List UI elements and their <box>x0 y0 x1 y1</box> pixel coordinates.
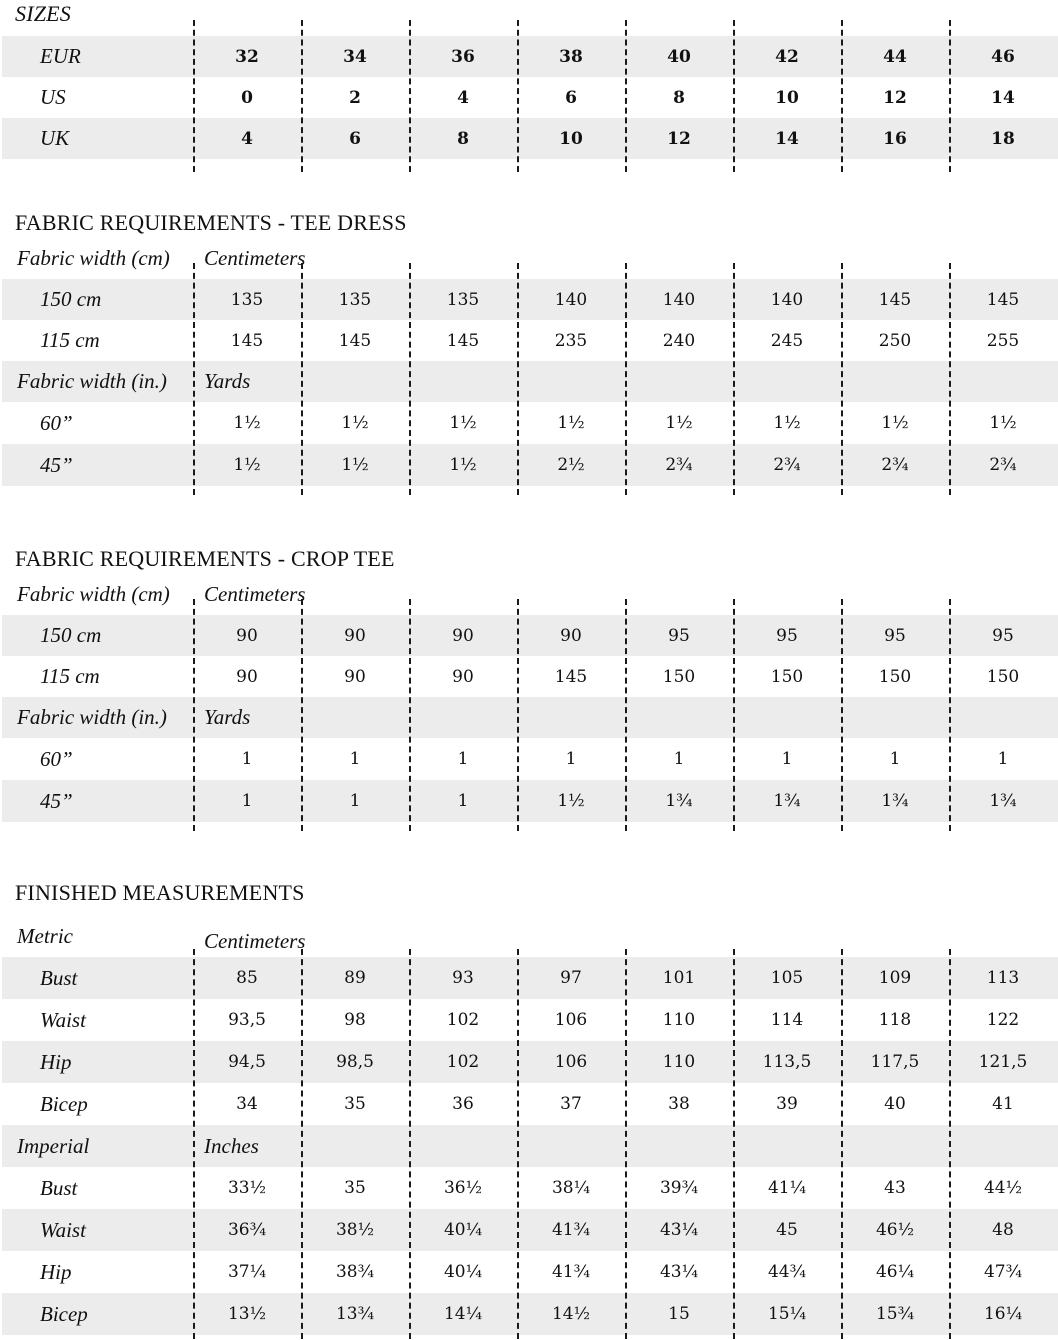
value-cell: 95 <box>776 625 798 646</box>
metric-row <box>0 615 1058 656</box>
value-cell: 41¾ <box>551 1262 591 1282</box>
system-label: Imperial <box>17 1133 90 1158</box>
value-cell: 1½ <box>233 455 261 475</box>
width-label: 150 cm <box>40 287 102 311</box>
value-cell: 1½ <box>449 455 477 475</box>
unit-label: Centimeters <box>204 246 306 270</box>
value-cell: 46½ <box>875 1220 915 1240</box>
value-cell: 1½ <box>233 413 261 433</box>
value-cell: 44½ <box>983 1178 1023 1198</box>
value-cell: 43¼ <box>659 1262 699 1282</box>
value-cell: 1 <box>457 749 469 769</box>
size-row <box>0 118 1058 159</box>
column-divider <box>517 20 519 172</box>
value-cell: 150 <box>662 666 696 687</box>
column-divider <box>949 599 951 831</box>
column-divider <box>949 20 951 172</box>
value-cell: 245 <box>770 330 804 351</box>
value-cell: 95 <box>992 625 1014 646</box>
value-cell: 250 <box>878 330 912 351</box>
value-cell: 93,5 <box>228 1010 266 1030</box>
value-cell: 145 <box>338 330 372 351</box>
value-cell: 43 <box>884 1178 906 1198</box>
value-cell: 95 <box>668 625 690 646</box>
value-cell: 90 <box>344 666 366 687</box>
column-divider <box>409 949 411 1339</box>
value-cell: 118 <box>878 1010 912 1030</box>
value-cell: 97 <box>560 968 582 988</box>
value-cell: 1½ <box>341 413 369 433</box>
value-cell: 36¾ <box>227 1220 267 1240</box>
value-cell: 105 <box>770 968 804 988</box>
column-divider <box>409 599 411 831</box>
measurement-row <box>0 1167 1058 1209</box>
value-cell: 145 <box>878 289 912 310</box>
value-cell: 10 <box>775 87 799 108</box>
measurement-row <box>0 1209 1058 1251</box>
value-cell: 15¼ <box>767 1304 807 1324</box>
value-cell: 85 <box>236 968 258 988</box>
value-cell: 40 <box>884 1094 906 1114</box>
value-cell: 4 <box>241 128 253 149</box>
column-divider <box>625 949 627 1339</box>
value-cell: 1¾ <box>989 791 1017 811</box>
value-cell: 35 <box>344 1094 366 1114</box>
value-cell: 13¾ <box>335 1304 375 1324</box>
value-cell: 98,5 <box>336 1052 374 1072</box>
value-cell: 150 <box>770 666 804 687</box>
column-divider <box>733 20 735 172</box>
unit-label: Centimeters <box>204 928 306 953</box>
value-cell: 114 <box>770 1010 804 1030</box>
value-cell: 48 <box>992 1220 1014 1240</box>
value-cell: 39 <box>776 1094 798 1114</box>
value-cell: 90 <box>560 625 582 646</box>
value-cell: 1½ <box>449 413 477 433</box>
value-cell: 106 <box>554 1010 588 1030</box>
width-label: 60” <box>40 410 73 435</box>
value-cell: 38¼ <box>551 1178 591 1198</box>
value-cell: 44 <box>883 46 907 67</box>
size-row <box>0 36 1058 77</box>
value-cell: 1 <box>565 749 577 769</box>
value-cell: 90 <box>452 625 474 646</box>
measurement-row <box>0 1041 1058 1083</box>
value-cell: 122 <box>986 1010 1020 1030</box>
value-cell: 121,5 <box>978 1052 1028 1072</box>
value-cell: 113 <box>986 968 1020 988</box>
fabric-width-label: Fabric width (in.) <box>17 369 167 393</box>
value-cell: 41¼ <box>767 1178 807 1198</box>
imperial-header-row <box>0 361 1058 402</box>
value-cell: 37 <box>560 1094 582 1114</box>
sizes-heading: SIZES <box>15 1 71 26</box>
imperial-row <box>0 738 1058 780</box>
value-cell: 135 <box>446 289 480 310</box>
value-cell: 90 <box>344 625 366 646</box>
value-cell: 145 <box>986 289 1020 310</box>
value-cell: 40¼ <box>443 1262 483 1282</box>
value-cell: 36½ <box>443 1178 483 1198</box>
value-cell: 18 <box>991 128 1015 149</box>
value-cell: 12 <box>883 87 907 108</box>
value-cell: 36 <box>452 1094 474 1114</box>
value-cell: 8 <box>457 128 469 149</box>
value-cell: 38 <box>668 1094 690 1114</box>
row-shading <box>2 1125 1058 1167</box>
value-cell: 117,5 <box>870 1052 920 1072</box>
unit-label: Centimeters <box>204 582 306 606</box>
metric-header-row <box>0 915 1058 957</box>
column-divider <box>841 949 843 1339</box>
fabric-width-label: Fabric width (cm) <box>17 246 170 270</box>
value-cell: 8 <box>673 87 685 108</box>
value-cell: 1½ <box>557 413 585 433</box>
value-cell: 93 <box>452 968 474 988</box>
value-cell: 33½ <box>227 1178 267 1198</box>
value-cell: 150 <box>986 666 1020 687</box>
value-cell: 34 <box>343 46 367 67</box>
value-cell: 140 <box>770 289 804 310</box>
value-cell: 235 <box>554 330 588 351</box>
width-label: 45” <box>40 788 73 813</box>
measurement-label: Waist <box>40 1007 86 1032</box>
column-divider <box>193 949 195 1339</box>
value-cell: 46¼ <box>875 1262 915 1282</box>
value-cell: 1 <box>349 791 361 811</box>
column-divider <box>733 263 735 495</box>
value-cell: 102 <box>446 1052 480 1072</box>
value-cell: 43¼ <box>659 1220 699 1240</box>
value-cell: 1 <box>349 749 361 769</box>
value-cell: 16 <box>883 128 907 149</box>
value-cell: 47¾ <box>983 1262 1023 1282</box>
value-cell: 32 <box>235 46 259 67</box>
value-cell: 2¾ <box>773 455 801 475</box>
unit-label: Yards <box>204 369 251 393</box>
column-divider <box>409 20 411 172</box>
value-cell: 255 <box>986 330 1020 351</box>
value-cell: 40¼ <box>443 1220 483 1240</box>
metric-header-row <box>0 238 1058 279</box>
column-divider <box>949 263 951 495</box>
value-cell: 110 <box>662 1052 696 1072</box>
value-cell: 145 <box>446 330 480 351</box>
measurement-row <box>0 957 1058 999</box>
measurement-label: Bicep <box>40 1301 88 1326</box>
value-cell: 95 <box>884 625 906 646</box>
column-divider <box>625 599 627 831</box>
value-cell: 89 <box>344 968 366 988</box>
fabric-width-label: Fabric width (cm) <box>17 582 170 606</box>
value-cell: 1¾ <box>881 791 909 811</box>
value-cell: 16¼ <box>983 1304 1023 1324</box>
value-cell: 37¼ <box>227 1262 267 1282</box>
metric-row <box>0 279 1058 320</box>
column-divider <box>301 949 303 1339</box>
value-cell: 36 <box>451 46 475 67</box>
value-cell: 14¼ <box>443 1304 483 1324</box>
value-cell: 106 <box>554 1052 588 1072</box>
column-divider <box>517 949 519 1339</box>
measurement-label: Hip <box>40 1049 72 1074</box>
imperial-row <box>0 780 1058 822</box>
column-divider <box>193 263 195 495</box>
value-cell: 45 <box>776 1220 798 1240</box>
column-divider <box>301 599 303 831</box>
value-cell: 90 <box>236 666 258 687</box>
imperial-header-row <box>0 1125 1058 1167</box>
value-cell: 1¾ <box>773 791 801 811</box>
size-system-label: EUR <box>40 44 81 68</box>
column-divider <box>193 20 195 172</box>
measurement-label: Bust <box>40 1175 78 1200</box>
column-divider <box>301 263 303 495</box>
value-cell: 1 <box>241 749 253 769</box>
finished-measurements-section <box>0 881 1058 1340</box>
column-divider <box>517 599 519 831</box>
measurement-row <box>0 1251 1058 1293</box>
value-cell: 13½ <box>227 1304 267 1324</box>
column-divider <box>301 20 303 172</box>
value-cell: 110 <box>662 1010 696 1030</box>
value-cell: 140 <box>662 289 696 310</box>
value-cell: 6 <box>565 87 577 108</box>
fabric-width-label: Fabric width (in.) <box>17 705 167 729</box>
column-divider <box>409 263 411 495</box>
column-divider <box>841 599 843 831</box>
size-system-label: UK <box>40 126 70 150</box>
section-heading: FABRIC REQUIREMENTS - TEE DRESS <box>15 210 407 235</box>
value-cell: 41¾ <box>551 1220 591 1240</box>
crop-tee-section <box>0 547 1058 847</box>
width-label: 150 cm <box>40 623 102 647</box>
value-cell: 101 <box>662 968 696 988</box>
value-cell: 145 <box>554 666 588 687</box>
value-cell: 39¾ <box>659 1178 699 1198</box>
measurement-row <box>0 1083 1058 1125</box>
value-cell: 38 <box>559 46 583 67</box>
imperial-header-row <box>0 697 1058 738</box>
system-label: Metric <box>17 923 73 948</box>
value-cell: 1½ <box>341 455 369 475</box>
value-cell: 4 <box>457 87 469 108</box>
imperial-row <box>0 402 1058 444</box>
value-cell: 109 <box>878 968 912 988</box>
value-cell: 94,5 <box>228 1052 266 1072</box>
value-cell: 12 <box>667 128 691 149</box>
metric-row <box>0 656 1058 697</box>
value-cell: 14 <box>775 128 799 149</box>
measurement-label: Waist <box>40 1217 86 1242</box>
value-cell: 1½ <box>665 413 693 433</box>
column-divider <box>625 263 627 495</box>
width-label: 60” <box>40 746 73 771</box>
column-divider <box>733 949 735 1339</box>
value-cell: 34 <box>236 1094 258 1114</box>
size-row <box>0 77 1058 118</box>
value-cell: 1 <box>889 749 901 769</box>
unit-label: Inches <box>204 1133 259 1158</box>
value-cell: 1 <box>241 791 253 811</box>
value-cell: 38½ <box>335 1220 375 1240</box>
value-cell: 102 <box>446 1010 480 1030</box>
value-cell: 1½ <box>881 413 909 433</box>
unit-label: Yards <box>204 705 251 729</box>
tee-dress-section <box>0 211 1058 511</box>
value-cell: 1½ <box>557 791 585 811</box>
value-cell: 14½ <box>551 1304 591 1324</box>
value-cell: 1 <box>673 749 685 769</box>
column-divider <box>517 263 519 495</box>
value-cell: 2¾ <box>881 455 909 475</box>
size-system-label: US <box>40 85 66 109</box>
value-cell: 135 <box>338 289 372 310</box>
value-cell: 10 <box>559 128 583 149</box>
metric-header-row <box>0 574 1058 615</box>
column-divider <box>949 949 951 1339</box>
value-cell: 15¾ <box>875 1304 915 1324</box>
column-divider <box>193 599 195 831</box>
value-cell: 1½ <box>989 413 1017 433</box>
value-cell: 15 <box>668 1304 690 1324</box>
value-cell: 2¾ <box>665 455 693 475</box>
value-cell: 41 <box>992 1094 1014 1114</box>
value-cell: 38¾ <box>335 1262 375 1282</box>
value-cell: 44¾ <box>767 1262 807 1282</box>
value-cell: 135 <box>230 289 264 310</box>
value-cell: 6 <box>349 128 361 149</box>
value-cell: 0 <box>241 87 253 108</box>
section-heading: FABRIC REQUIREMENTS - CROP TEE <box>15 546 395 571</box>
value-cell: 1¾ <box>665 791 693 811</box>
measurement-row <box>0 1293 1058 1335</box>
value-cell: 2¾ <box>989 455 1017 475</box>
sizes-section <box>0 0 1058 175</box>
column-divider <box>625 20 627 172</box>
value-cell: 113,5 <box>762 1052 812 1072</box>
value-cell: 46 <box>991 46 1015 67</box>
value-cell: 2½ <box>557 455 585 475</box>
value-cell: 2 <box>349 87 361 108</box>
value-cell: 240 <box>662 330 696 351</box>
value-cell: 35 <box>344 1178 366 1198</box>
value-cell: 1½ <box>773 413 801 433</box>
value-cell: 40 <box>667 46 691 67</box>
metric-row <box>0 320 1058 361</box>
width-label: 115 cm <box>40 328 100 352</box>
value-cell: 150 <box>878 666 912 687</box>
section-heading: FINISHED MEASUREMENTS <box>15 880 305 905</box>
column-divider <box>841 263 843 495</box>
measurement-row <box>0 999 1058 1041</box>
measurement-label: Hip <box>40 1259 72 1284</box>
value-cell: 14 <box>991 87 1015 108</box>
value-cell: 140 <box>554 289 588 310</box>
value-cell: 1 <box>457 791 469 811</box>
measurement-label: Bust <box>40 965 78 990</box>
value-cell: 42 <box>775 46 799 67</box>
measurement-label: Bicep <box>40 1091 88 1116</box>
value-cell: 90 <box>236 625 258 646</box>
value-cell: 98 <box>344 1010 366 1030</box>
width-label: 115 cm <box>40 664 100 688</box>
width-label: 45” <box>40 452 73 477</box>
imperial-row <box>0 444 1058 486</box>
value-cell: 1 <box>781 749 793 769</box>
column-divider <box>733 599 735 831</box>
value-cell: 145 <box>230 330 264 351</box>
value-cell: 1 <box>997 749 1009 769</box>
column-divider <box>841 20 843 172</box>
value-cell: 90 <box>452 666 474 687</box>
